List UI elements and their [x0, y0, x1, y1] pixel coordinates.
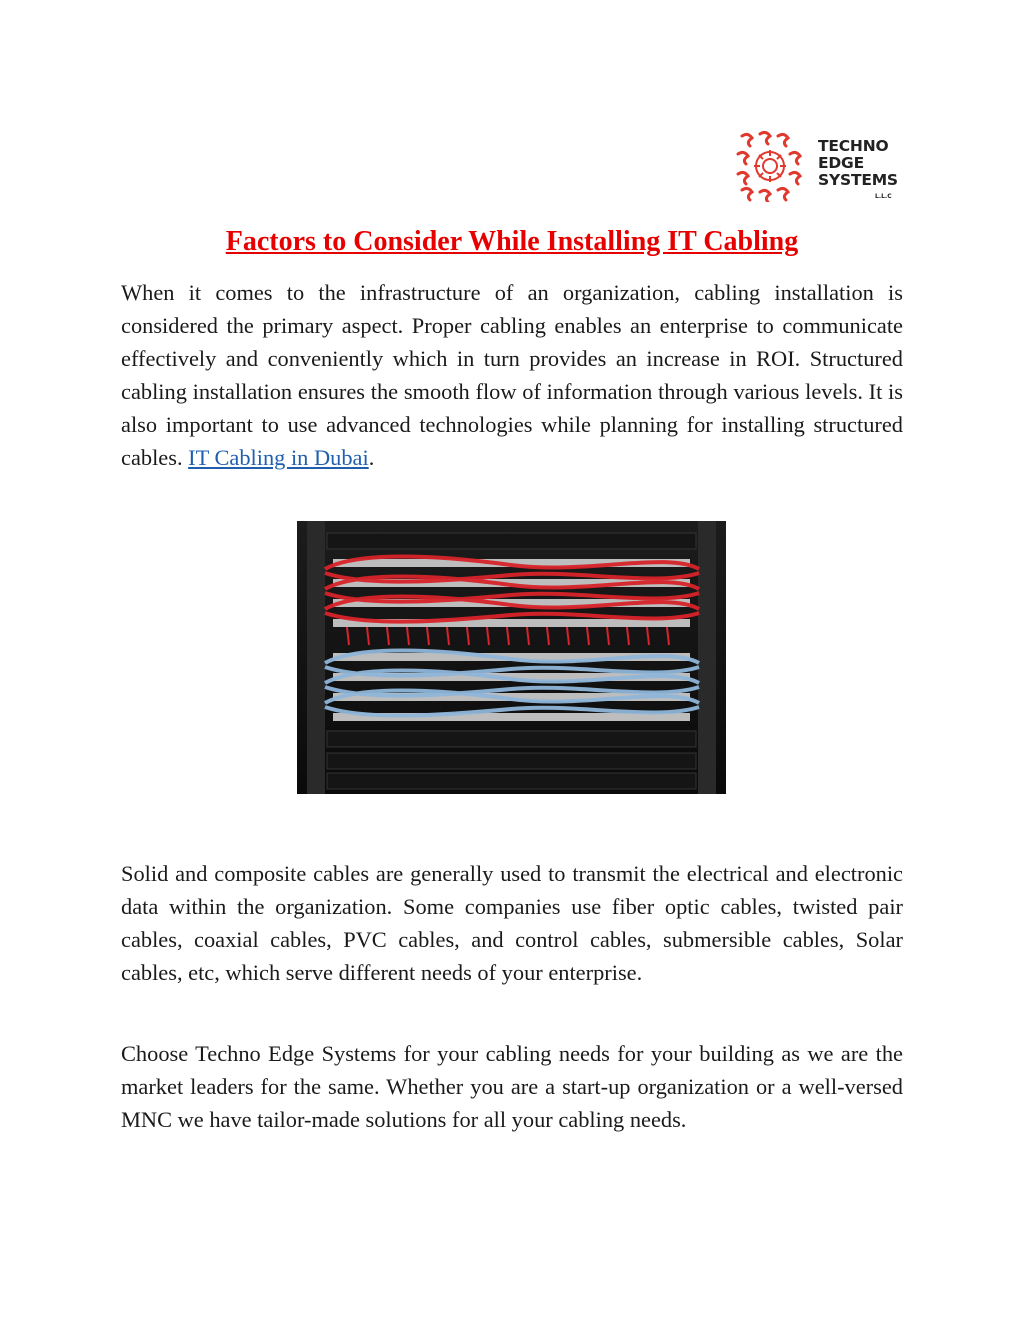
intro-after-link: .	[368, 445, 375, 470]
cabling-rack-image	[297, 521, 726, 794]
logo-wordmark	[818, 138, 898, 189]
company-logo	[734, 130, 914, 202]
logo-line-1: TECHNO	[818, 137, 889, 155]
intro-paragraph	[121, 276, 903, 474]
cabling-rack-illustration	[297, 521, 726, 794]
logo-emblem-icon	[734, 130, 806, 202]
logo-line-2: EDGE	[818, 154, 864, 172]
closing-paragraph: Choose Techno Edge Systems for your cabling needs for your building as we are the market leaders for the same. Whether you are a start-up organization or a well-versed MNC we have tailor-made solutions for all your cabling needs.	[121, 1041, 903, 1132]
logo-suffix: L.L.C	[875, 193, 892, 200]
it-cabling-dubai-link[interactable]: IT Cabling in Dubai	[188, 445, 369, 470]
logo-line-3: SYSTEMS	[818, 171, 898, 189]
intro-text: When it comes to the infrastructure of an organization, cabling installation is considered the primary aspect. Proper cabling enables an enterprise to communicate effectively and conveniently which in turn provides an increase in ROI. Structured cabling installation ensures the smooth flow of information through various levels. It is also important to use advanced technologies while planning for installing structured cables.	[121, 280, 903, 470]
page-title: Factors to Consider While Installing IT Cabling	[225, 226, 799, 257]
cable-types-paragraph: Solid and composite cables are generally used to transmit the electrical and electronic data within the organization. Some companies use fiber optic cables, twisted pair cables, coaxial cables, PVC cables, and control cables, submersible cables, Solar cables, etc, which serve different needs of your enterprise.	[121, 861, 903, 985]
